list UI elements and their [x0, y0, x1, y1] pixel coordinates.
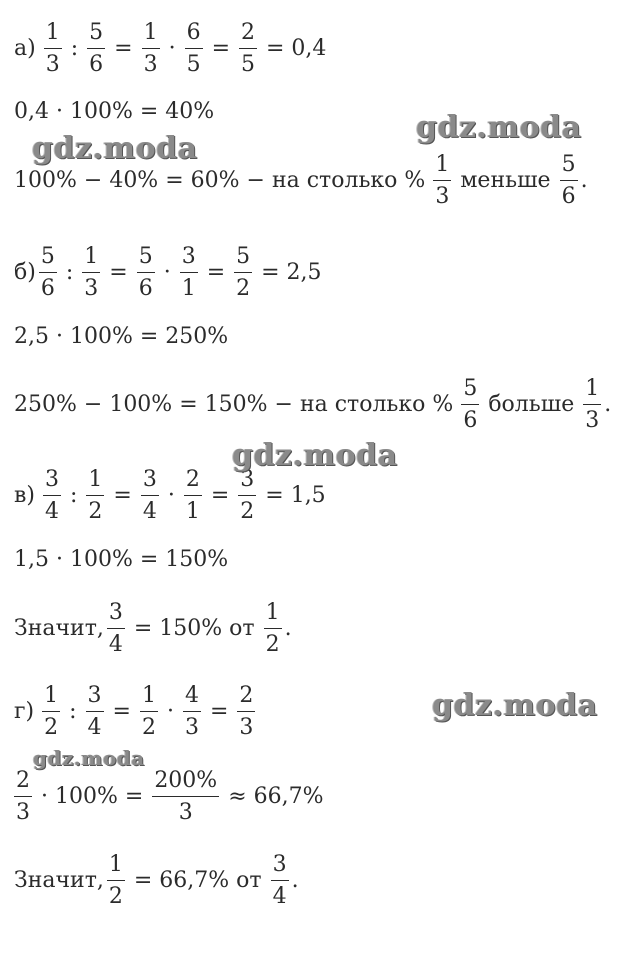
- fraction: [239, 20, 257, 78]
- line-g-conclusion: [14, 852, 299, 910]
- operator: =: [112, 698, 131, 724]
- numerator: 1: [82, 244, 100, 273]
- math-text: 1,5 · 100% = 150%: [14, 547, 229, 572]
- fraction: [461, 376, 479, 434]
- numerator: 3: [141, 467, 159, 496]
- numerator: 1: [142, 20, 160, 49]
- result-text: = 1,5: [265, 482, 326, 508]
- fraction: [43, 467, 61, 525]
- fraction: [238, 467, 256, 525]
- line-b-difference: [14, 376, 611, 434]
- math-text: меньше: [460, 167, 551, 193]
- denominator: 1: [185, 499, 200, 525]
- fraction: [234, 244, 252, 302]
- numerator: 3: [43, 467, 61, 496]
- fraction: [86, 683, 104, 741]
- watermark-logo: gdz.moda: [33, 746, 145, 770]
- denominator: 4: [87, 715, 102, 741]
- operator: =: [109, 259, 128, 285]
- math-text: .: [604, 391, 612, 417]
- fraction: [42, 683, 60, 741]
- math-text: .: [580, 167, 588, 193]
- watermark-logo: gdz.moda: [32, 131, 198, 166]
- fraction: [107, 852, 125, 910]
- operator: ·: [167, 482, 175, 508]
- line-g-division: [14, 683, 258, 741]
- denominator: 3: [435, 184, 450, 210]
- numerator: 1: [583, 376, 601, 405]
- math-text: = 150% от: [133, 615, 255, 641]
- fraction: [264, 600, 282, 658]
- denominator: 3: [16, 800, 30, 826]
- numerator: 1: [44, 20, 62, 49]
- fraction: [140, 683, 158, 741]
- fraction: [107, 600, 125, 658]
- denominator: 4: [44, 499, 59, 525]
- numerator: 5: [560, 152, 578, 181]
- numerator: 2: [14, 768, 32, 797]
- operator: ·: [166, 698, 174, 724]
- numerator: 1: [140, 683, 158, 712]
- operator: :: [69, 482, 78, 508]
- fraction: [141, 467, 159, 525]
- numerator: 3: [271, 852, 289, 881]
- fraction: [583, 376, 601, 434]
- line-v-division: [14, 467, 326, 525]
- fraction: [185, 20, 203, 78]
- denominator: 2: [141, 715, 156, 741]
- fraction: [44, 20, 62, 78]
- denominator: 2: [108, 884, 123, 910]
- numerator: 5: [39, 244, 57, 273]
- watermark-logo: gdz.moda: [232, 438, 398, 473]
- operator: =: [210, 482, 230, 508]
- operator: =: [114, 35, 133, 61]
- numerator: 5: [461, 376, 479, 405]
- denominator: 1: [181, 276, 196, 302]
- fraction: [87, 20, 105, 78]
- item-label-a: а): [14, 35, 36, 61]
- numerator: 5: [87, 20, 105, 49]
- fraction: [184, 467, 202, 525]
- math-text: 100% − 40% = 60% − на столько %: [14, 167, 426, 193]
- denominator: 3: [239, 715, 254, 741]
- numerator: 2: [237, 683, 255, 712]
- result-text: ≈ 66,7%: [228, 783, 324, 809]
- numerator: 1: [264, 600, 282, 629]
- denominator: 6: [463, 408, 478, 434]
- fraction: [137, 244, 155, 302]
- denominator: 5: [241, 52, 255, 78]
- operator: ·: [163, 259, 171, 285]
- denominator: 2: [44, 715, 59, 741]
- denominator: 6: [40, 276, 55, 302]
- denominator: 6: [138, 276, 153, 302]
- denominator: 3: [45, 52, 60, 78]
- fraction: [39, 244, 57, 302]
- math-text: 250% − 100% = 150% − на столько %: [14, 391, 454, 417]
- denominator: 3: [143, 52, 158, 78]
- denominator: 6: [89, 52, 104, 78]
- numerator: 4: [183, 683, 201, 712]
- denominator: 2: [240, 499, 255, 525]
- operator: ·: [168, 35, 176, 61]
- line-a-division: [14, 20, 326, 78]
- operator: :: [70, 35, 79, 61]
- numerator: 6: [185, 20, 203, 49]
- line-v-conclusion: [14, 600, 292, 658]
- fraction: [86, 467, 104, 525]
- numerator: 1: [107, 852, 125, 881]
- math-text: · 100% =: [41, 783, 144, 809]
- line-v-percent: [14, 549, 228, 571]
- fraction: [271, 852, 289, 910]
- math-text: 0,4 · 100% = 40%: [14, 99, 215, 124]
- numerator: 2: [184, 467, 202, 496]
- denominator: 2: [88, 499, 103, 525]
- math-text: Значит,: [14, 867, 104, 893]
- fraction: [560, 152, 578, 210]
- denominator: 6: [561, 184, 576, 210]
- math-text: = 66,7% от: [133, 867, 262, 893]
- denominator: 4: [142, 499, 157, 525]
- fraction: [142, 20, 160, 78]
- denominator: 3: [84, 276, 99, 302]
- fraction: [14, 768, 32, 826]
- denominator: 4: [108, 632, 123, 658]
- denominator: 3: [184, 715, 199, 741]
- fraction: [180, 244, 198, 302]
- item-label-v: в): [14, 482, 35, 508]
- numerator: 3: [238, 467, 256, 496]
- watermark-logo: gdz.moda: [432, 688, 598, 723]
- line-b-division: [14, 244, 322, 302]
- numerator: 1: [86, 467, 104, 496]
- item-label-b: б): [14, 259, 36, 285]
- operator: :: [69, 698, 77, 724]
- numerator: 3: [86, 683, 104, 712]
- result-text: = 2,5: [261, 259, 322, 285]
- denominator: 3: [178, 800, 193, 826]
- fraction: [82, 244, 100, 302]
- numerator: 1: [42, 683, 60, 712]
- numerator: 2: [239, 20, 257, 49]
- math-text: .: [291, 867, 299, 893]
- denominator: 5: [186, 52, 201, 78]
- numerator: 5: [137, 244, 155, 273]
- operator: =: [211, 35, 230, 61]
- denominator: 2: [236, 276, 251, 302]
- line-b-percent: [14, 326, 228, 348]
- operator: =: [209, 698, 229, 724]
- numerator: 1: [433, 152, 451, 181]
- math-text: Значит,: [14, 615, 104, 641]
- numerator: 200%: [152, 768, 219, 797]
- denominator: 4: [272, 884, 287, 910]
- numerator: 5: [234, 244, 252, 273]
- operator: :: [65, 259, 74, 285]
- line-a-percent: [14, 101, 214, 123]
- math-text: больше: [488, 391, 575, 417]
- numerator: 3: [180, 244, 198, 273]
- operator: =: [113, 482, 132, 508]
- fraction: [237, 683, 255, 741]
- math-text: .: [284, 615, 292, 641]
- denominator: 3: [585, 408, 600, 434]
- line-g-percent: [14, 768, 324, 826]
- denominator: 2: [265, 632, 280, 658]
- numerator: 3: [107, 600, 125, 629]
- fraction: [152, 768, 219, 826]
- watermark-logo: gdz.moda: [416, 110, 582, 145]
- item-label-g: г): [14, 698, 35, 724]
- operator: =: [206, 259, 226, 285]
- math-text: 2,5 · 100% = 250%: [14, 324, 229, 349]
- fraction: [183, 683, 201, 741]
- result-text: = 0,4: [266, 35, 327, 61]
- fraction: [433, 152, 451, 210]
